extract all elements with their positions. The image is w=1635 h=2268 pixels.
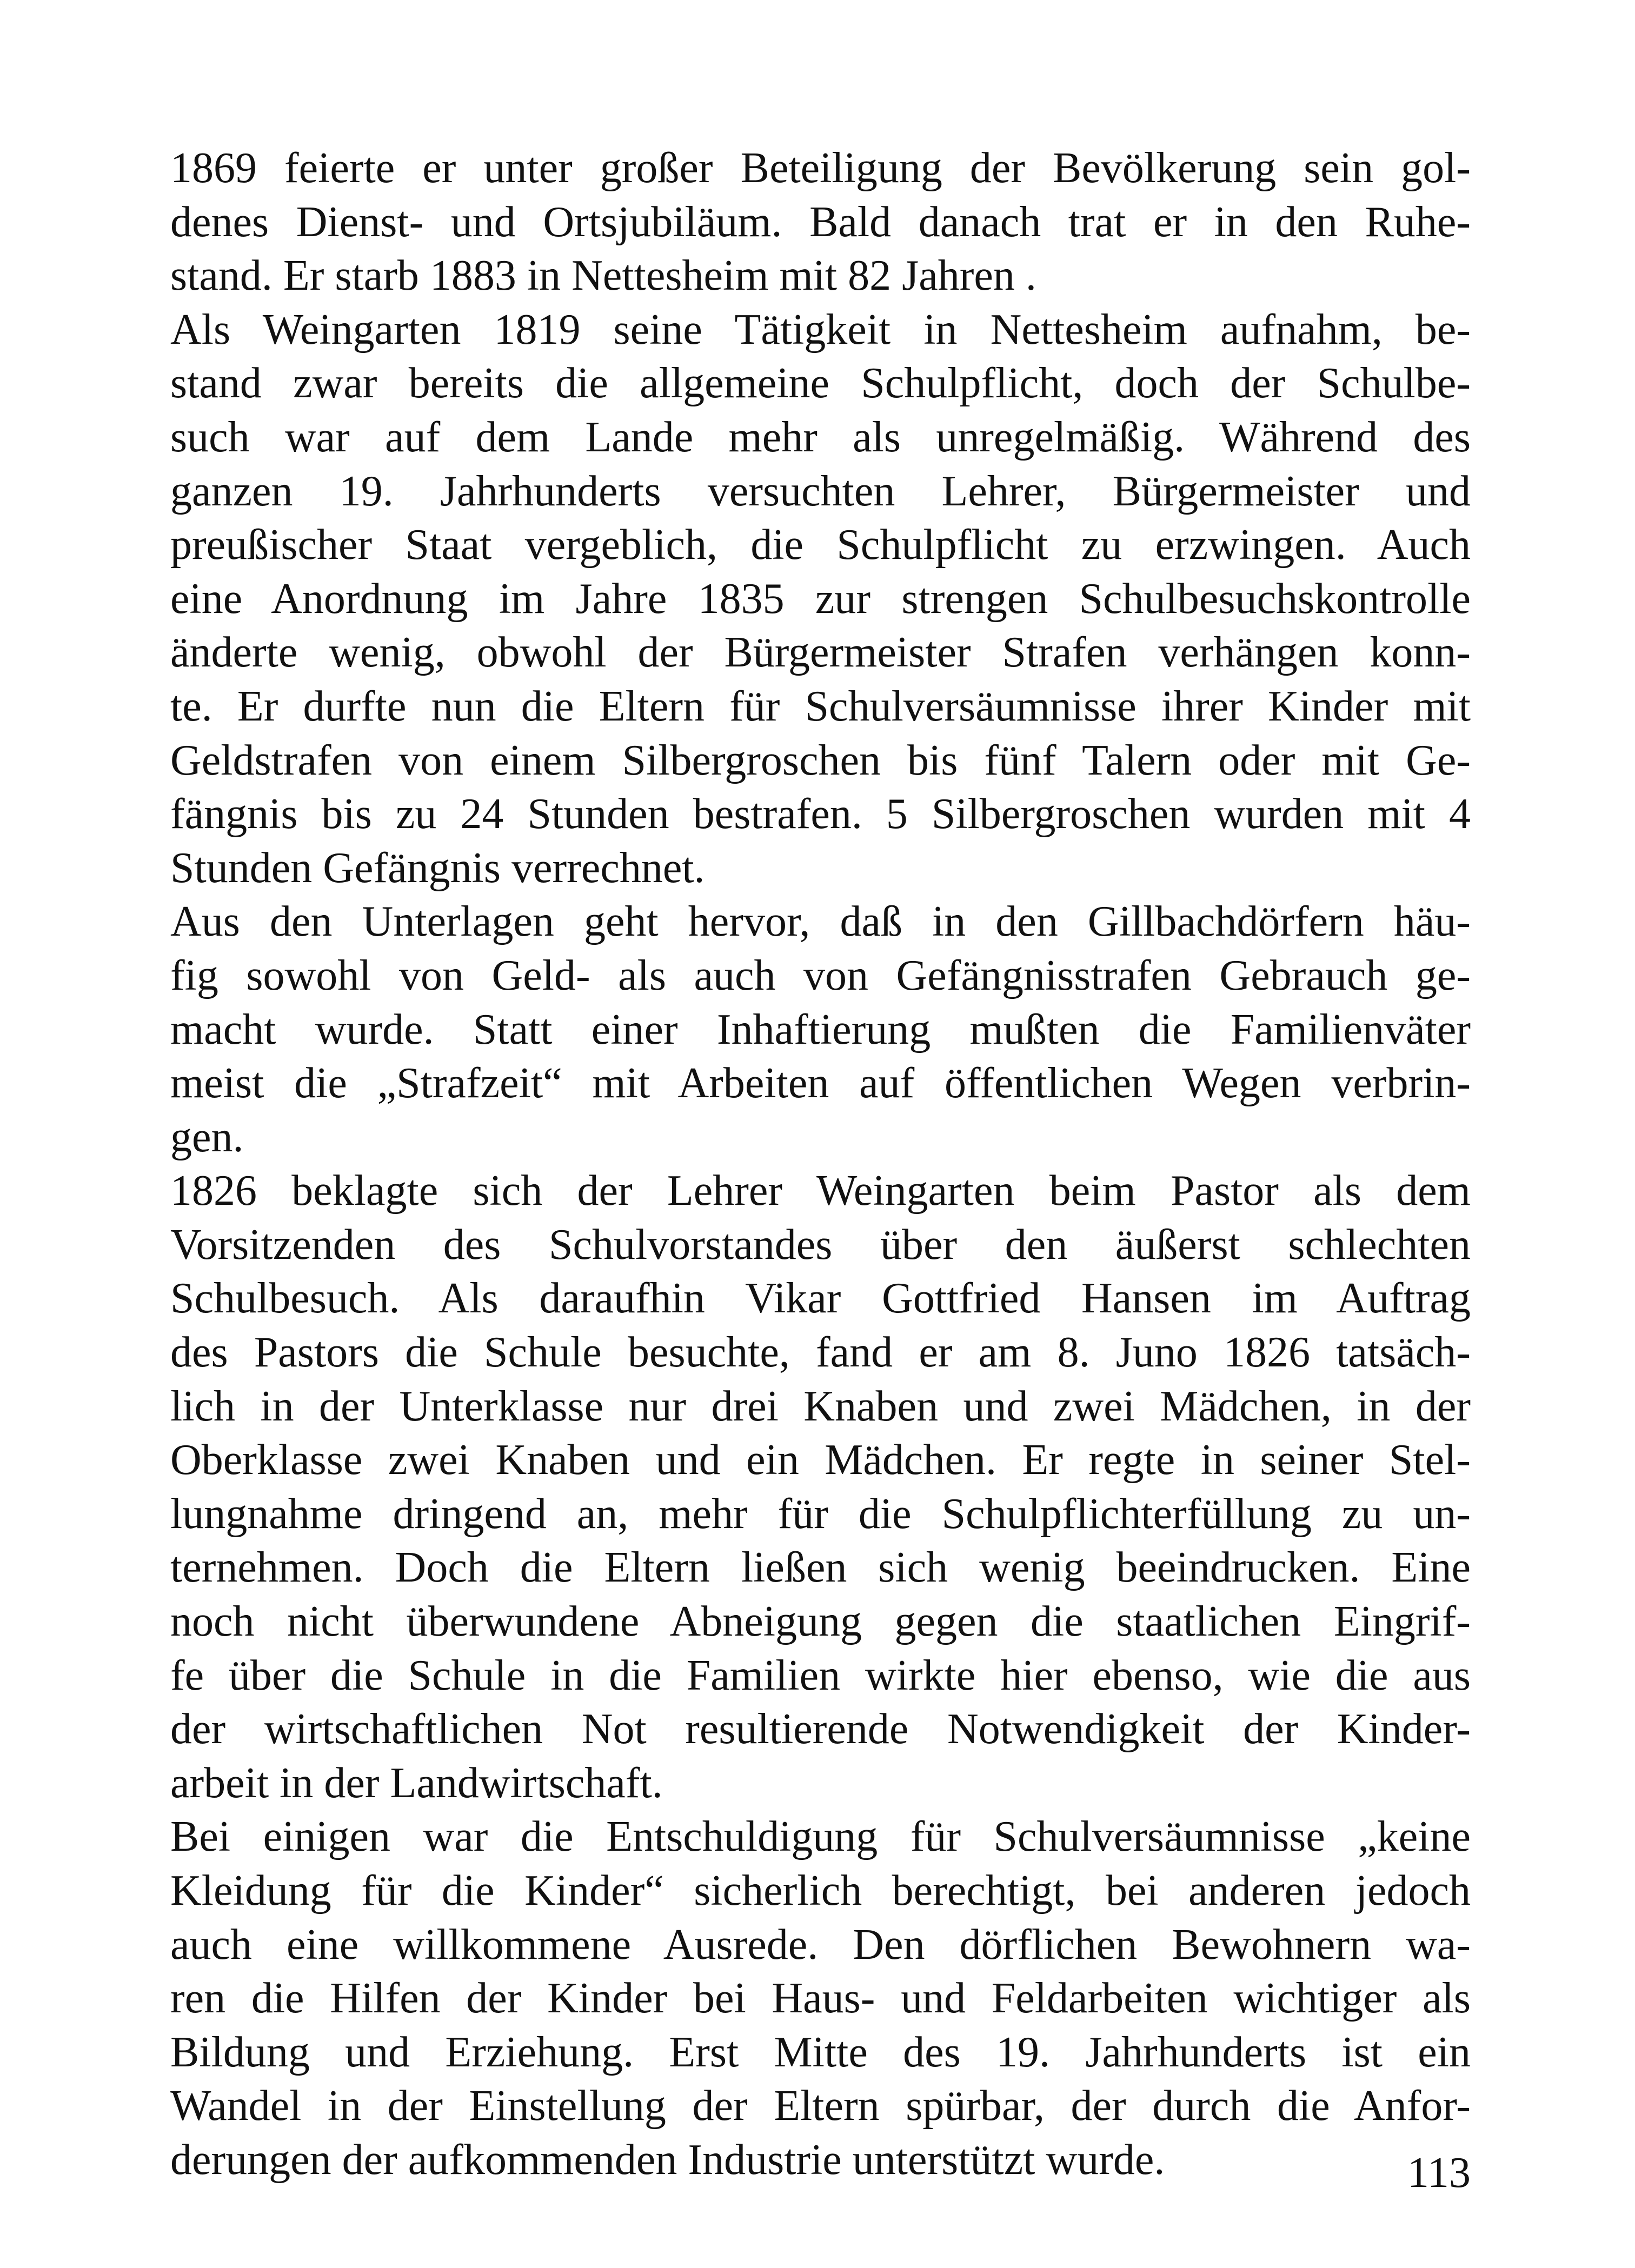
text-line: Wandel in der Einstellung der Eltern spürbar, der durch die Anfor-	[170, 2082, 1471, 2130]
text-line: Kleidung für die Kinder“ sicherlich berechtigt, bei anderen jedoch	[170, 1867, 1471, 1915]
text-line: ganzen 19. Jahrhunderts versuchten Lehrer, Bürgermeister und	[170, 467, 1471, 515]
text-line: macht wurde. Statt einer Inhaftierung mußten die Familienväter	[170, 1005, 1471, 1053]
text-line: änderte wenig, obwohl der Bürgermeister Strafen verhängen konn-	[170, 629, 1471, 677]
text-line: Als Weingarten 1819 seine Tätigkeit in Nettesheim aufnahm, be-	[170, 305, 1471, 353]
text-line: stand. Er starb 1883 in Nettesheim mit 82 Jahren .	[170, 252, 1036, 300]
paragraph	[170, 1810, 1471, 2187]
text-line: fe über die Schule in die Familien wirkte hier ebenso, wie die aus	[170, 1651, 1471, 1699]
text-line: fig sowohl von Geld- als auch von Gefängnisstrafen Gebrauch ge-	[170, 951, 1471, 999]
text-line: stand zwar bereits die allgemeine Schulpflicht, doch der Schulbe-	[170, 359, 1471, 408]
text-line: Aus den Unterlagen geht hervor, daß in den Gillbachdörfern häu-	[170, 898, 1471, 946]
text-line: Bei einigen war die Entschuldigung für Schulversäumnisse „keine	[170, 1813, 1471, 1861]
text-line: Oberklasse zwei Knaben und ein Mädchen. Er regte in seiner Stel-	[170, 1436, 1471, 1484]
paragraph	[170, 142, 1471, 303]
text-line: meist die „Strafzeit“ mit Arbeiten auf öffentlichen Wegen verbrin-	[170, 1059, 1471, 1108]
text-line: fängnis bis zu 24 Stunden bestrafen. 5 Silbergroschen wurden mit 4	[170, 790, 1471, 838]
text-line: noch nicht überwundene Abneigung gegen die staatlichen Eingrif-	[170, 1598, 1471, 1646]
text-line: lich in der Unterklasse nur drei Knaben und zwei Mädchen, in der	[170, 1382, 1471, 1430]
text-line: gen.	[170, 1113, 244, 1161]
text-line: 1869 feierte er unter großer Beteiligung der Bevölkerung sein gol-	[170, 144, 1471, 192]
text-line: derungen der aufkommenden Industrie unterstützt wurde.	[170, 2136, 1165, 2184]
page-body-text	[170, 142, 1471, 2187]
page-number: 113	[1407, 2149, 1471, 2197]
paragraph	[170, 895, 1471, 1164]
text-line: ternehmen. Doch die Eltern ließen sich wenig beeindrucken. Eine	[170, 1544, 1471, 1592]
text-line: lungnahme dringend an, mehr für die Schulpflichterfüllung zu un-	[170, 1490, 1471, 1538]
paragraph	[170, 303, 1471, 896]
text-line: denes Dienst- und Ortsjubiläum. Bald danach trat er in den Ruhe-	[170, 198, 1471, 246]
text-line: eine Anordnung im Jahre 1835 zur strengen Schulbesuchskontrolle	[170, 575, 1471, 623]
text-line: des Pastors die Schule besuchte, fand er am 8. Juno 1826 tatsäch-	[170, 1329, 1471, 1377]
text-line: Stunden Gefängnis verrechnet.	[170, 844, 705, 892]
text-line: der wirtschaftlichen Not resultierende Notwendigkeit der Kinder-	[170, 1705, 1471, 1753]
text-line: Geldstrafen von einem Silbergroschen bis fünf Talern oder mit Ge-	[170, 736, 1471, 784]
text-line: te. Er durfte nun die Eltern für Schulversäumnisse ihrer Kinder mit	[170, 682, 1471, 730]
text-line: ren die Hilfen der Kinder bei Haus- und Feldarbeiten wichtiger als	[170, 1975, 1471, 2023]
text-line: such war auf dem Lande mehr als unregelmäßig. Während des	[170, 413, 1471, 461]
paragraph	[170, 1164, 1471, 1810]
text-line: arbeit in der Landwirtschaft.	[170, 1759, 663, 1807]
text-line: Bildung und Erziehung. Erst Mitte des 19. Jahrhunderts ist ein	[170, 2028, 1471, 2076]
text-line: Schulbesuch. Als daraufhin Vikar Gottfried Hansen im Auftrag	[170, 1275, 1471, 1323]
text-line: 1826 beklagte sich der Lehrer Weingarten beim Pastor als dem	[170, 1167, 1471, 1215]
text-line: Vorsitzenden des Schulvorstandes über den äußerst schlechten	[170, 1220, 1471, 1269]
text-line: preußischer Staat vergeblich, die Schulpflicht zu erzwingen. Auch	[170, 521, 1471, 569]
text-line: auch eine willkommene Ausrede. Den dörflichen Bewohnern wa-	[170, 1920, 1471, 1969]
